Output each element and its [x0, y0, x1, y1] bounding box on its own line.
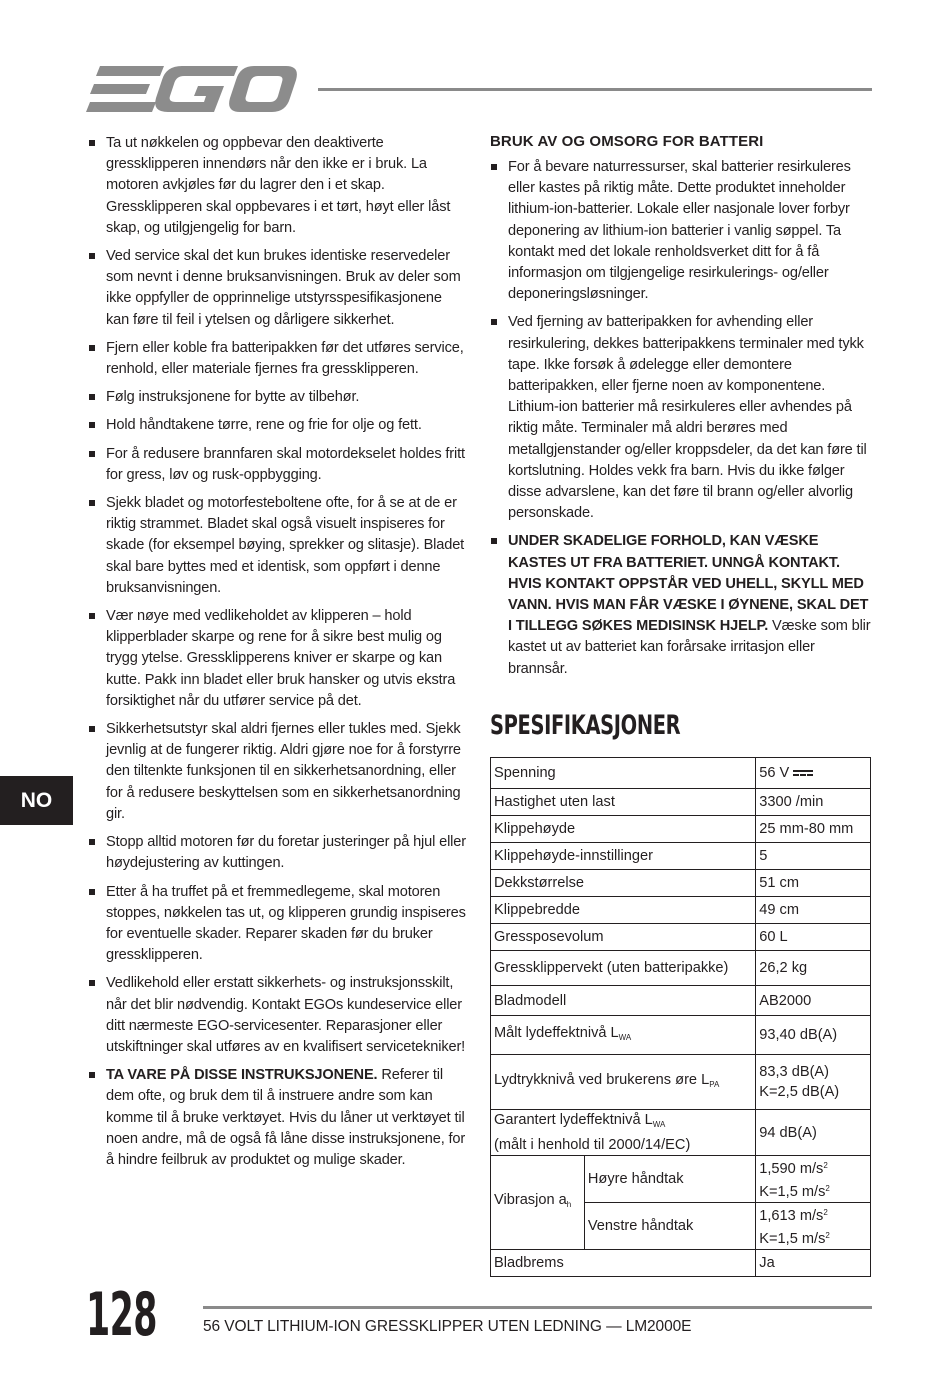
ego-logo: [86, 66, 298, 112]
table-row: Spenning 56 V: [491, 758, 871, 789]
list-item: Sjekk bladet og motorfesteboltene ofte, for å se at de er riktig strammet. Bladet skal også visuelt inspiseres for skade (for eksempel bøying, sprekker og slitasje). Bladet skal bare byttes med et identisk, som oppført i denne bruksanvisningen.: [88, 493, 468, 599]
bullet-square-icon: [89, 345, 95, 351]
table-row: Lydtrykknivå ved brukerens øre $L_{PA}$ 83,3 dB(A) K=2,5 dB(A): [491, 1055, 871, 1110]
list-item: Følg instruksjonene for bytte av tilbehør.: [88, 387, 468, 408]
bullet-square-icon: [89, 140, 95, 146]
table-row: Bladbrems Ja: [491, 1250, 871, 1277]
list-item: Ved fjerning av batteripakken for avhending eller resirkulering, dekkes batteripakkens terminaler med tykk tape. Ikke forsøk å ødelegge eller demontere batteripakken, eller fjerne noen av komponentene. Lithium-ion batterier må resirkuleres eller avhendes på riktig måte. Terminaler må aldri berøres med metallgjenstander og/eller kroppsdeler, da det kan føre til kortslutning. Holdes vekk fra barn. Hvis du ikke følger disse advarslene, kan det føre til brann og/eller alvorlig personskade.: [490, 312, 872, 524]
footer-title: 56 VOLT LITHIUM-ION GRESSKLIPPER UTEN LEDNING — LM2000E: [203, 1318, 692, 1335]
list-item: Vedlikehold eller erstatt sikkerhets- og instruksjonsskilt, når det blir nødvendig. Kontakt EGOs kundeservice eller ditt nærmeste EGO-servicesenter. Reparasjoner eller utskiftninger skal utføres av en kvalifisert servicetekniker!: [88, 973, 468, 1058]
bullet-square-icon: [89, 1072, 95, 1078]
bullet-square-icon: [491, 164, 497, 170]
table-row: Vibrasjon $a_h$ Høyre håndtak 1,590 $m/s^2$ K=1,5 $m/s^2$: [491, 1156, 871, 1203]
left-column: [88, 133, 468, 1178]
specifications-heading: SPESIFIKASJONER: [490, 709, 681, 741]
table-row: Klippehøyde 25 mm-80 mm: [491, 816, 871, 843]
table-row: Bladmodell AB2000: [491, 986, 871, 1016]
bullet-square-icon: [491, 538, 497, 544]
bullet-square-icon: [89, 839, 95, 845]
table-row: Venstre håndtak 1,613 $m/s^2$ K=1,5 $m/s^2$: [491, 1203, 871, 1250]
dc-current-icon: [793, 769, 813, 777]
table-row: Gressposevolum 60 L: [491, 924, 871, 951]
bullet-square-icon: [89, 253, 95, 259]
list-item: Etter å ha truffet på et fremmedlegeme, skal motoren stoppes, nøkkelen tas ut, og klipperen grundig inspiseres for eventuelle skader. Reparer skaden før du bruker gressklipperen.: [88, 882, 468, 967]
specifications-table: [490, 757, 871, 1277]
list-item-warning: UNDER SKADELIGE FORHOLD, KAN VÆSKE KASTES UT FRA BATTERIET. UNNGÅ KONTAKT. HVIS KONTAKT OPPSTÅR VED UHELL, SKYLL MED VANN. HVIS MAN FÅR VÆSKE I ØYNENE, SKAL DET I TILLEGG SØKES MEDISINSK HJELP. Væske som blir kastet ut av batteriet kan forårsake irritasjon eller brannsår.: [490, 531, 872, 679]
battery-section-heading: BRUK AV OG OMSORG FOR BATTERI: [490, 133, 764, 150]
maintenance-list: [88, 133, 468, 1171]
bullet-square-icon: [89, 394, 95, 400]
bullet-square-icon: [89, 726, 95, 732]
table-row: Målt lydeffektnivå $L_{WA}$ 93,40 dB(A): [491, 1016, 871, 1055]
table-row: Klippehøyde-innstillinger 5: [491, 843, 871, 870]
list-item: Hold håndtakene tørre, rene og frie for olje og fett.: [88, 415, 468, 436]
bullet-square-icon: [89, 613, 95, 619]
right-column: [490, 133, 872, 755]
list-item-instructions: TA VARE PÅ DISSE INSTRUKSJONENE. Referer til dem ofte, og bruk dem til å instruere andre som kan komme til å bruke verktøyet. Hvis du låner ut verktøyet til noen andre, må de også få låne disse instruksjonene, for å hindre feilbruk av produktet og mulige skader.: [88, 1065, 468, 1171]
table-row: Klippebredde 49 cm: [491, 897, 871, 924]
list-item: Ta ut nøkkelen og oppbevar den deaktiverte gressklipperen innendørs når den ikke er i bruk. La motoren avkjøles før du lagrer den i et skap. Gressklipperen skal oppbevares i et tørt, høyt eller låst skap, og utilgjengelig for barn.: [88, 133, 468, 239]
table-row: Gressklippervekt (uten batteripakke) 26,2 kg: [491, 951, 871, 986]
bullet-square-icon: [89, 451, 95, 457]
list-item: For å redusere brannfaren skal motordekselet holdes fritt for gress, løv og rusk-oppbygging.: [88, 444, 468, 486]
list-item: For å bevare naturressurser, skal batterier resirkuleres eller kastes på riktig måte. Dette produktet inneholder lithium-ion-batterier. Lokale eller nasjonale lover forbyr deponering av lithium-ion batterier i vanlig søppel. Ta kontakt med det lokale renholdsverket ditt for å få informasjon om tilgjengelige resirkulerings- og/eller deponeringsløsninger.: [490, 157, 872, 305]
list-item: Fjern eller koble fra batteripakken før det utføres service, renhold, eller materiale fjernes fra gressklipperen.: [88, 338, 468, 380]
bullet-square-icon: [89, 889, 95, 895]
list-item: Ved service skal det kun brukes identiske reservedeler som nevnt i denne bruksanvisningen. Bruk av deler som ikke oppfyller de opprinnelige utstyrsspesifikasjonene kan føre til feil i ytelsen og dårligere sikkerhet.: [88, 246, 468, 331]
battery-list: [490, 157, 872, 680]
page-number: 128: [86, 1280, 157, 1350]
bullet-square-icon: [89, 422, 95, 428]
footer-rule: [203, 1306, 872, 1309]
bullet-square-icon: [89, 980, 95, 986]
list-item: Vær nøye med vedlikeholdet av klipperen – hold klipperblader skarpe og rene for å sikre best mulig og trygg ytelse. Gressklipperens kniver er skarpe og kan kutte. Pakk inn bladet eller bruk hansker og utvis ekstra forsiktighet når du utfører service på det.: [88, 606, 468, 712]
header-rule: [318, 88, 872, 91]
language-tab: NO: [0, 776, 73, 825]
table-row: Garantert lydeffektnivå $L_{WA}$ (målt i henhold til 2000/14/EC) 94 dB(A): [491, 1110, 871, 1156]
list-item: Sikkerhetsutstyr skal aldri fjernes eller tukles med. Sjekk jevnlig at de fungerer riktig. Aldri gjøre noe for å forstyrre den tiltenkte funksjonen til en sikkerhetsanordning, eller for å redusere beskyttelsen som en sikkerhetsanordning gir.: [88, 719, 468, 825]
bullet-square-icon: [491, 319, 497, 325]
bullet-square-icon: [89, 500, 95, 506]
table-row: Dekkstørrelse 51 cm: [491, 870, 871, 897]
table-row: Hastighet uten last 3300 /min: [491, 789, 871, 816]
list-item: Stopp alltid motoren før du foretar justeringer på hjul eller høydejustering av kuttingen.: [88, 832, 468, 874]
